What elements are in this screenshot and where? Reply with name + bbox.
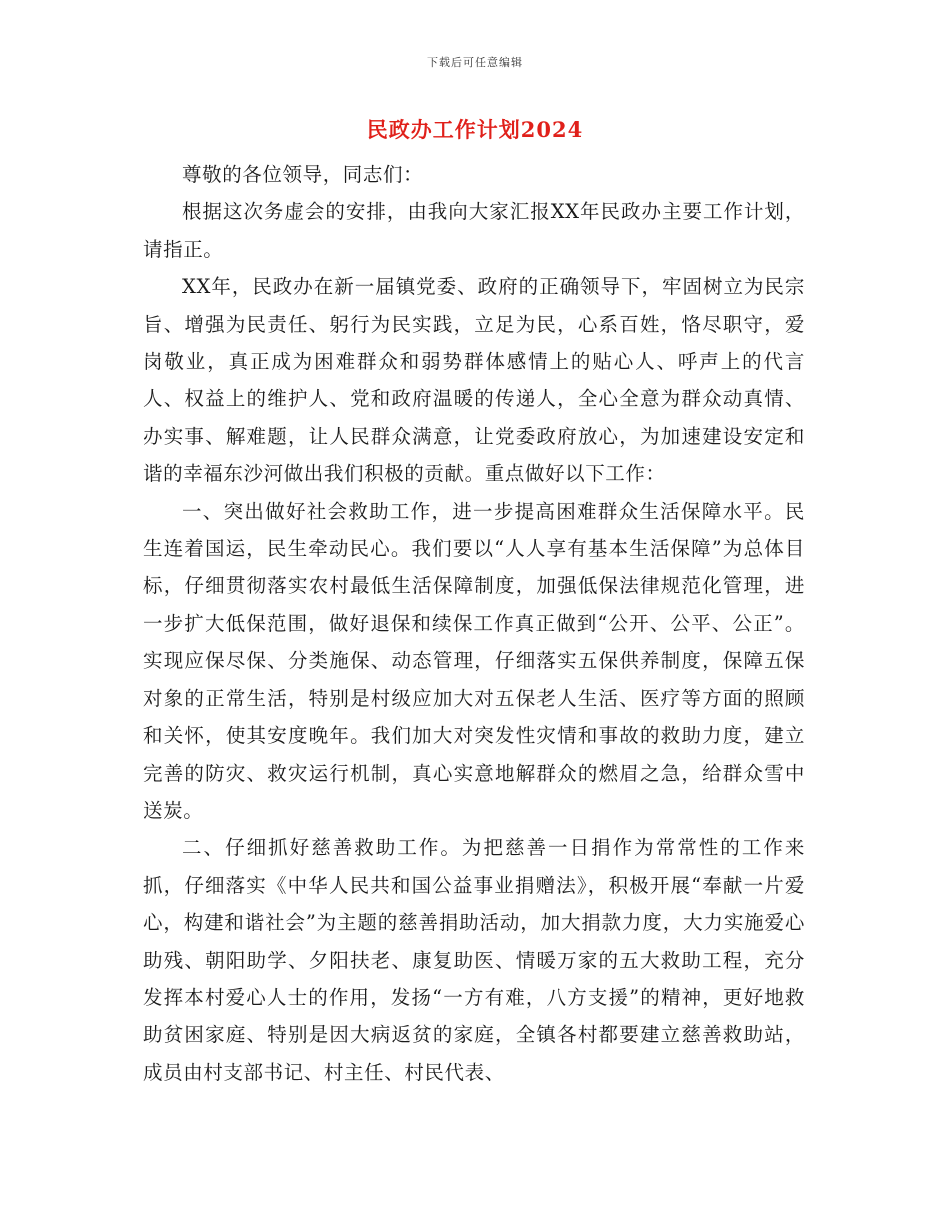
paragraph-overview: XX年，民政办在新一届镇党委、政府的正确领导下，牢固树立为民宗旨、增强为民责任、躬行为民实践，立足为民，心系百姓，恪尽职守，爱岗敬业，真正成为困难群众和弱势群体感情上的贴心人、呼声上的代言人、权益上的维护人、党和政府温暖的传递人，全心全意为群众动真情、办实事、解难题，让人民群众满意，让党委政府放心，为加速建设安定和谐的幸福东沙河做出我们积极的贡献。重点做好以下工作：: [143, 275, 805, 486]
document-body: [143, 156, 805, 1091]
paragraph-intro: 根据这次务虚会的安排，由我向大家汇报XX年民政办主要工作计划，请指正。: [143, 200, 805, 261]
paragraph-salutation: 尊敬的各位领导，同志们：: [182, 163, 424, 186]
paragraph-social-assistance: 一、突出做好社会救助工作，进一步提高困难群众生活保障水平。民生连着国运，民生牵动民心。我们要以“人人享有基本生活保障”为总体目标，仔细贯彻落实农村最低生活保障制度，加强低保法律规范化管理，进一步扩大低保范围，做好退保和续保工作真正做到“公开、公平、公正”。实现应保尽保、分类施保、动态管理，仔细落实五保供养制度，保障五保对象的正常生活，特别是村级应加大对五保老人生活、医疗等方面的照顾和关怀，使其安度晚年。我们加大对突发性灾情和事故的救助力度，建立完善的防灾、救灾运行机制，真心实意地解群众的燃眉之急，给群众雪中送炭。: [143, 499, 805, 822]
header-note: 下载后可任意编辑: [427, 56, 523, 69]
paragraph-charity-assistance: 二、仔细抓好慈善救助工作。为把慈善一日捐作为常常性的工作来抓，仔细落实《中华人民共和国公益事业捐赠法》，积极开展“奉献一片爱心，构建和谐社会”为主题的慈善捐助活动，加大捐款力度，大力实施爱心助残、朝阳助学、夕阳扶老、康复助医、情暖万家的五大救助工程，充分发挥本村爱心人士的作用，发扬“一方有难，八方支援”的精神，更好地救助贫困家庭、特别是因大病返贫的家庭，全镇各村都要建立慈善救助站，成员由村支部书记、村主任、村民代表、: [143, 836, 805, 1084]
document-title: 民政办工作计划2024: [366, 117, 584, 142]
